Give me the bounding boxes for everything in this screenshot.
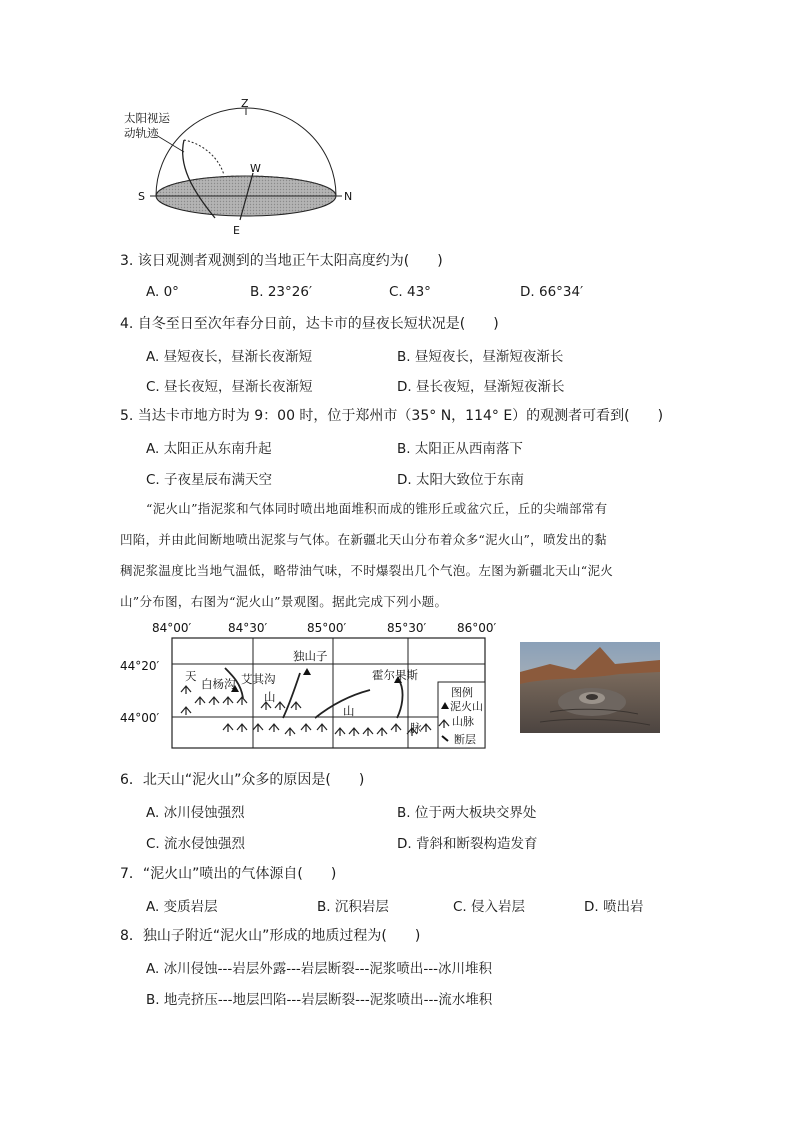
north-label: N [344,190,353,203]
q4-option-c: C. 昼长夜短，昼渐长夜渐短 [146,379,313,395]
place-baiyanggou: 白杨沟 [201,677,236,691]
lat-label-44-20: 44°20′ [120,659,160,673]
question-8-stem: 8．独山子附近“泥火山”形成的地质过程为( ) [120,928,421,944]
zenith-label: Z [241,97,249,110]
q7-option-c: C. 侵入岩层 [453,899,526,915]
west-label: W [250,162,261,175]
question-7-stem: 7．“泥火山”喷出的气体源自( ) [120,866,337,882]
q7-option-b: B. 沉积岩层 [317,899,389,915]
question-5-stem: 5. 当达卡市地方时为 9：00 时，位于郑州市（35° N，114° E）的观测者可看到( ) [120,408,664,424]
east-label: E [233,224,240,237]
lon-label-86-00: 86°00′ [457,621,497,635]
passage-line-1: “泥火山”指泥浆和气体同时喷出地面堆积而成的锥形丘或盆穴丘，丘的尖端部常有 [146,501,608,516]
mud-volcano-map [115,618,515,758]
passage-line-4: 山”分布图，右图为“泥火山”景观图。据此完成下列小题。 [120,594,448,609]
mud-volcano-photo [520,642,660,733]
lon-label-85-30: 85°30′ [387,621,427,635]
place-tian: 天 [185,669,197,683]
q6-option-a: A. 冰川侵蚀强烈 [146,805,245,821]
q3-option-c: C. 43° [389,284,431,300]
place-mai: 脉 [410,721,422,735]
legend-mountain-label: 山脉 [452,715,474,728]
q7-option-d: D. 喷出岩 [584,899,644,915]
lon-label-84-00: 84°00′ [152,621,192,635]
q6-option-b: B. 位于两大板块交界处 [397,805,537,821]
q4-option-a: A. 昼短夜长，昼渐长夜渐短 [146,349,313,365]
passage-line-3: 稠泥浆温度比当地气温低，略带油气味，不时爆裂出几个气泡。左图为新疆北天山“泥火 [120,563,614,578]
sun-path-label-1: 太阳视运 [124,111,170,125]
lat-label-44-00: 44°00′ [120,711,160,725]
south-label: S [138,190,145,203]
legend-title: 图例 [451,686,473,699]
q6-option-d: D. 背斜和断裂构造发育 [397,836,538,852]
place-shan-1: 山 [264,690,276,704]
q5-option-c: C. 子夜星辰布满天空 [146,472,273,488]
sun-path-diagram [120,95,370,240]
q3-option-b: B. 23°26′ [250,284,313,300]
place-huoerguosi: 霍尔果斯 [372,668,418,682]
legend-fault-label: 断层 [454,733,476,746]
place-aiqigou: 艾其沟 [241,672,276,686]
q8-option-b: B. 地壳挤压---地层凹陷---岩层断裂---泥浆喷出---流水堆积 [146,992,493,1008]
q7-option-a: A. 变质岩层 [146,899,218,915]
q3-option-d: D. 66°34′ [520,284,584,300]
q5-option-d: D. 太阳大致位于东南 [397,472,524,488]
q5-option-a: A. 太阳正从东南升起 [146,441,272,457]
place-dushanzi: 独山子 [293,649,328,663]
q4-option-b: B. 昼短夜长，昼渐短夜渐长 [397,349,564,365]
sun-path-label-2: 动轨迹 [124,126,159,140]
question-4-stem: 4. 自冬至日至次年春分日前，达卡市的昼夜长短状况是( ) [120,316,499,332]
question-6-stem: 6．北天山“泥火山”众多的原因是( ) [120,772,365,788]
q8-option-a: A. 冰川侵蚀---岩层外露---岩层断裂---泥浆喷出---冰川堆积 [146,961,493,977]
lon-label-85-00: 85°00′ [307,621,347,635]
sun-path-arc-hidden [184,140,224,175]
passage-line-2: 凹陷，并由此间断地喷出泥浆与气体。在新疆北天山分布着众多“泥火山”，喷发出的黏 [120,532,607,547]
lon-label-84-30: 84°30′ [228,621,268,635]
q4-option-d: D. 昼长夜短，昼渐短夜渐长 [397,379,565,395]
q5-option-b: B. 太阳正从西南落下 [397,441,523,457]
q3-option-a: A. 0° [146,284,179,300]
q6-option-c: C. 流水侵蚀强烈 [146,836,246,852]
place-shan-2: 山 [343,704,355,718]
question-3-stem: 3. 该日观测者观测到的当地正午太阳高度约为( ) [120,253,443,269]
legend-volcano-label: 泥火山 [450,700,483,713]
